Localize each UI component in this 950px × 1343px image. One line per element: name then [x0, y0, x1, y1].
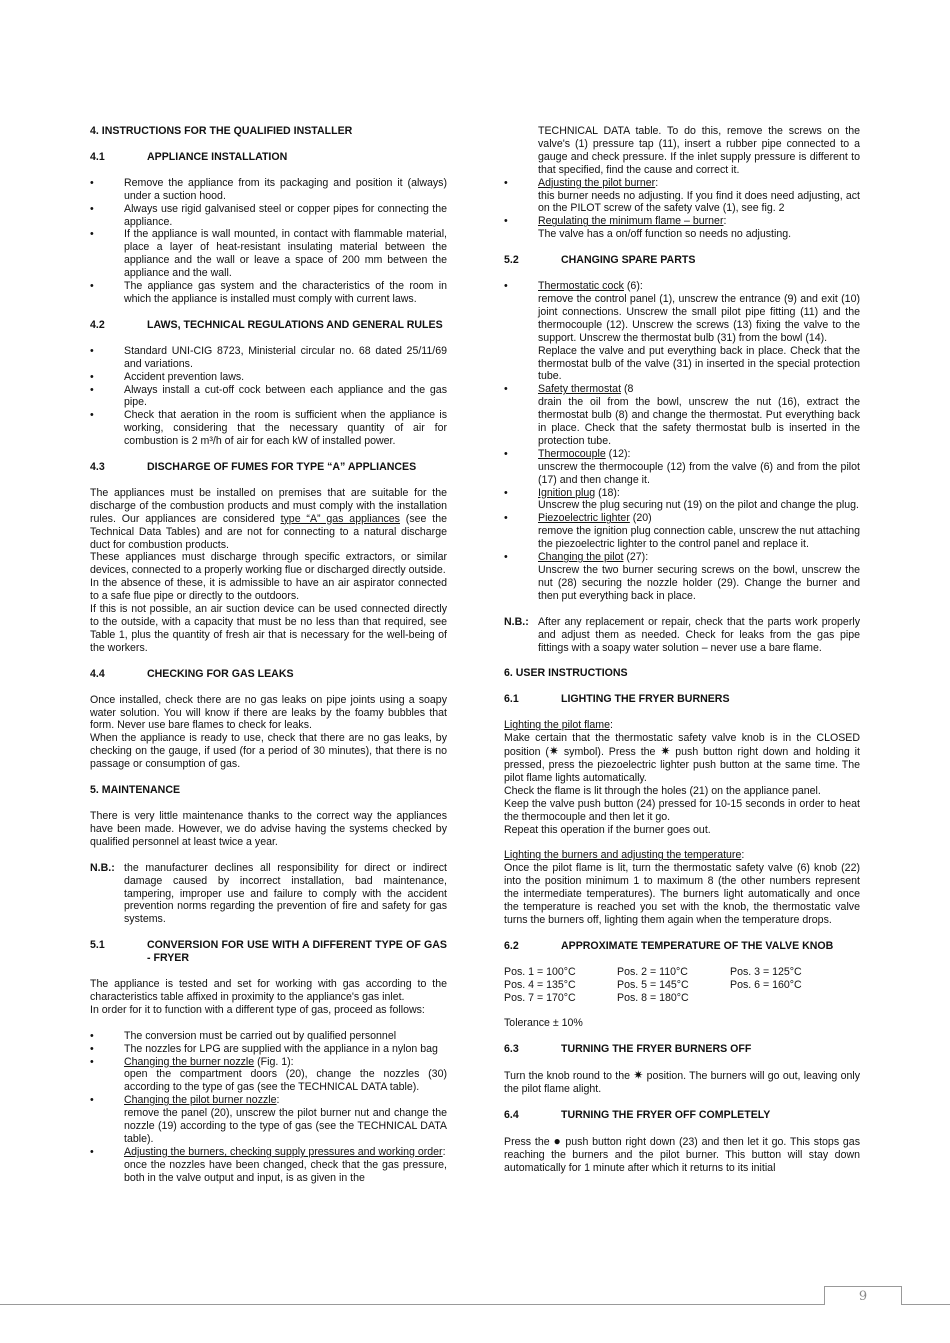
text: (12): — [605, 447, 631, 460]
section-number: 6.3 — [504, 1043, 519, 1056]
section-6-3-heading — [504, 1043, 860, 1056]
section-title: CHANGING SPARE PARTS — [561, 254, 696, 267]
temperature-cell: Pos. 3 = 125°C — [730, 965, 802, 978]
list-item: • The nozzles for LPG are supplied with the appliance in a nylon bag — [90, 1043, 447, 1056]
list-item — [504, 512, 860, 551]
text: remove the panel (20), unscrew the pilot burner nut and change the nozzle (19) according to the type of gas (see the TECHNICAL DATA table). — [124, 1107, 447, 1145]
text: : — [741, 849, 745, 862]
text: remove the control panel (1), unscrew the entrance (9) and exit (10) joint connections. Unscrew the small pilot pipe fitting (11) and the thermocouple (12). Unscrew the screws (13) fixing the valve to the support. Unscrew the thermostat bulb (31) from the bowl (14). — [538, 292, 860, 344]
nb-text: After any replacement or repair, check that the parts work properly and adjust them as needed. Check for leaks from the gas pipe fittings with a soapy water solution – never use a bare flame. — [538, 615, 860, 654]
nb-label: N.B.: — [504, 615, 529, 628]
text: : — [610, 719, 613, 732]
text: position. The burners will go out, leaving only the pilot flame alight. — [504, 1070, 860, 1096]
adjustment-list — [504, 177, 860, 242]
section-6-title: 6. USER INSTRUCTIONS — [504, 667, 628, 680]
list-item — [504, 280, 860, 383]
section-title: APPLIANCE INSTALLATION — [147, 150, 288, 163]
section-title: CONVERSION FOR USE WITH A DIFFERENT TYPE OF GAS - FRYER — [147, 939, 447, 965]
paragraph: Keep the valve push button (24) pressed for 10-15 seconds in order to heat the thermocouple and then let it go. — [504, 797, 860, 823]
underlined-text: Changing the pilot burner nozzle — [124, 1094, 277, 1107]
text: Turn the knob round to the — [504, 1070, 634, 1083]
list-item — [90, 1146, 447, 1185]
paragraph: If this is not possible, an air suction device can be used connected directly to the outside, with a capacity that must be no less than that required, see Table 1, plus the quantity of fresh air that is necessary for the well-being of the workers. — [90, 603, 447, 654]
section-number: 6.1 — [504, 693, 519, 706]
section-title: APPROXIMATE TEMPERATURE OF THE VALVE KNOB — [561, 939, 834, 952]
paragraph — [504, 719, 860, 732]
paragraph — [504, 849, 860, 862]
underlined-text: Changing the pilot — [538, 551, 624, 564]
footer-line — [0, 1304, 950, 1305]
text: Make certain that the thermostatic safety valve knob is in the CLOSED position ( — [504, 732, 860, 759]
section-title: DISCHARGE OF FUMES FOR TYPE “A” APPLIANCES — [147, 461, 417, 474]
section-number: 4.2 — [90, 318, 105, 331]
list-item — [90, 1094, 447, 1146]
left-column — [90, 125, 447, 1198]
paragraph: These appliances must discharge through specific extractors, or similar devices, connected to a properly working flue or discharged directly outside. — [90, 551, 447, 577]
paragraph: The appliance is tested and set for working with gas according to the characteristics table affixed in proximity to the appliance's gas inlet. — [90, 978, 447, 1003]
underlined-text: Changing the burner nozzle — [124, 1055, 255, 1068]
section-4-1-heading — [90, 151, 447, 164]
spare-parts-list — [504, 280, 860, 603]
text: (8 — [621, 383, 634, 396]
text: (27): — [623, 551, 649, 564]
temperature-cell: Pos. 7 = 170°C — [504, 991, 576, 1004]
temperature-cell: Pos. 5 = 145°C — [617, 978, 689, 991]
underlined-text: Lighting the pilot flame — [504, 719, 611, 732]
spark-icon: ✷ — [633, 1068, 644, 1083]
paragraph — [504, 1135, 860, 1175]
list-item — [504, 177, 860, 216]
section-number: 5.1 — [90, 939, 105, 952]
section-title: LIGHTING THE FRYER BURNERS — [561, 693, 730, 706]
list-item: • Always use rigid galvanised steel or copper pipes for connecting the appliance. — [90, 203, 447, 229]
text: (18): — [595, 486, 620, 499]
underlined-text: Adjusting the pilot burner — [538, 176, 656, 189]
page-number: 9 — [824, 1286, 902, 1305]
text: (20) — [629, 512, 652, 525]
text: push button right down (23) and then let it go. This stops gas reaching the burners and the pilot burner. This button will stay down automatically for 1 minute after which it returns to its initial — [504, 1136, 861, 1174]
list-item — [504, 551, 860, 603]
text: Unscrew the two burner securing screws on the bowl, unscrew the nut (28) securing the nozzle holder (29). Change the burner and then put everything back in place. — [538, 564, 860, 602]
section-4-title: 4. INSTRUCTIONS FOR THE QUALIFIED INSTALLER — [90, 125, 353, 137]
paragraph — [504, 732, 860, 785]
tolerance: Tolerance ± 10% — [504, 1017, 583, 1030]
list-item — [504, 448, 860, 487]
conversion-list — [90, 1030, 447, 1185]
underlined-text: type “A” gas appliances — [280, 512, 400, 525]
text: The valve has a on/off function so needs no adjusting. — [538, 228, 792, 241]
text: : — [276, 1094, 280, 1107]
section-number: 5.2 — [504, 254, 519, 267]
section-title: TURNING THE FRYER OFF COMPLETELY — [561, 1109, 771, 1122]
text: once the nozzles have been changed, check that the gas pressure, both in the valve output and input, is as given in the — [124, 1158, 447, 1184]
underlined-text: Thermocouple — [538, 447, 606, 460]
nota-bene — [504, 616, 860, 655]
paragraph: Repeat this operation if the burner goes out. — [504, 823, 711, 836]
list-item: • The appliance gas system and the characteristics of the room in which the appliance is installed must comply with current laws. — [90, 280, 447, 306]
temperature-cell: Pos. 8 = 180°C — [617, 991, 689, 1004]
paragraph: In the absence of these, it is admissible to have an air aspirator connected to a safe flue pipe or directly to the outdoors. — [90, 577, 447, 603]
section-title: TURNING THE FRYER BURNERS OFF — [561, 1043, 752, 1056]
text: push button right down and holding it pressed, press the piezoelectric lighter push button at the same time. The pilot flame lights automatically. — [504, 746, 860, 784]
paragraph — [90, 487, 447, 552]
text: : — [723, 215, 727, 228]
list-item — [90, 1056, 447, 1095]
temperature-cell: Pos. 2 = 110°C — [617, 965, 688, 978]
text: : — [655, 176, 659, 189]
temperature-cell: Pos. 6 = 160°C — [730, 978, 802, 991]
text: drain the oil from the bowl, unscrew the nut (16), extract the thermostat bulb (8) and change the thermostat. Put everything back in place. Check that the safety thermostat bulb is inserted in the protection tube. — [538, 396, 860, 447]
nb-label: N.B.: — [90, 861, 115, 874]
section-number: 4.1 — [90, 150, 105, 163]
list-item — [504, 383, 860, 448]
underlined-text: Ignition plug — [538, 486, 596, 499]
laws-list — [90, 345, 447, 448]
text: symbol). Press the — [558, 746, 661, 759]
list-item: • If the appliance is wall mounted, in contact with flammable material, place a layer of heat-resistant insulating material between the appliance and the wall or leave a space of 200 mm between the appliance and the wall. — [90, 228, 447, 280]
right-column — [504, 125, 860, 1175]
nb-text: the manufacturer declines all responsibility for direct or indirect damage caused by incorrect installation, bad maintenance, tampering, improper use and failure to comply with the accident prevention norms regarding the prevention of fire and safety for gas systems. — [124, 861, 447, 926]
section-6-4-heading — [504, 1109, 860, 1122]
section-5-title: 5. MAINTENANCE — [90, 784, 181, 797]
paragraph: Check the flame is lit through the holes (21) on the appliance panel. — [504, 784, 821, 797]
list-item: • Always install a cut-off cock between each appliance and the gas pipe. — [90, 384, 447, 410]
paragraph — [504, 1069, 860, 1096]
section-4-2-heading — [90, 319, 447, 332]
section-number: 6.2 — [504, 939, 519, 952]
underlined-text: Thermostatic cock — [538, 280, 624, 293]
text: remove the ignition plug connection cable, unscrew the nut attaching the piezoelectric lighter to the control panel and replace it. — [538, 525, 860, 551]
section-title: LAWS, TECHNICAL REGULATIONS AND GENERAL RULES — [147, 318, 443, 331]
nota-bene — [90, 862, 447, 927]
section-4-3-heading — [90, 461, 447, 474]
list-item: • Accident prevention laws. — [90, 371, 447, 384]
section-number: 4.4 — [90, 667, 105, 680]
section-title: CHECKING FOR GAS LEAKS — [147, 667, 294, 680]
section-5-2-heading — [504, 254, 860, 267]
section-5-1-heading — [90, 939, 447, 965]
spark-icon: ✷ — [660, 744, 671, 759]
list-item: • Remove the appliance from its packaging and position it (always) under a suction hood. — [90, 177, 447, 203]
list-item — [504, 487, 860, 513]
temperature-table — [504, 966, 860, 1005]
text: Unscrew the plug securing nut (19) on the pilot and change the plug. — [538, 499, 859, 512]
list-item: • Check that aeration in the room is sufficient when the appliance is working, considering that the necessary quantity of air for combustion is 2 m³/h of air for each kW of installed power. — [90, 409, 447, 448]
dot-icon: ● — [553, 1134, 562, 1148]
text: Replace the valve and put everything back in place. Check that the thermostat bulb of the valve (31) in inserted in the special protection tube. — [538, 344, 860, 383]
installation-list — [90, 177, 447, 306]
temperature-cell: Pos. 4 = 135°C — [504, 978, 576, 991]
spark-icon: ✷ — [548, 744, 559, 759]
text: : — [442, 1145, 446, 1158]
underlined-text: Lighting the burners and adjusting the temperature — [504, 849, 742, 862]
section-6-2-heading — [504, 940, 860, 953]
list-item: • Standard UNI-CIG 8723, Ministerial circular no. 68 dated 25/11/69 and variations. — [90, 345, 447, 371]
section-number: 6.4 — [504, 1109, 519, 1122]
text: open the compartment doors (20), change the nozzles (30) according to the type of gas (see the TECHNICAL DATA table). — [124, 1068, 447, 1094]
paragraph: In order for it to function with a different type of gas, proceed as follows: — [90, 1003, 425, 1016]
text: unscrew the thermocouple (12) from the valve (6) and from the pilot (17) and then change it. — [538, 460, 860, 486]
underlined-text: Safety thermostat — [538, 383, 622, 396]
paragraph: There is very little maintenance thanks to the correct way the appliances have been made. However, we do advise having the systems checked by qualified personnel at least twice a year. — [90, 809, 447, 848]
paragraph: Once installed, check there are no gas leaks on pipe joints using a soapy water solution. You will know if there are leaks by the foamy bubbles that form. Never use bare flames to check for leaks. — [90, 693, 447, 732]
underlined-text: Regulating the minimum flame – burner — [538, 215, 724, 228]
section-number: 4.3 — [90, 461, 105, 474]
text: this burner needs no adjusting. If you find it does need adjusting, act on the PILOT screw of the safety valve (1), see fig. 2 — [538, 189, 860, 215]
list-item: • The conversion must be carried out by qualified personnel — [90, 1030, 447, 1043]
text: The appliances must be installed on premises that are suitable for the discharge of the combustion products and must comply with the installation rules. Our appliances are considered — [90, 486, 447, 525]
list-item — [504, 215, 860, 241]
underlined-text: Piezoelectric lighter — [538, 512, 630, 525]
paragraph: TECHNICAL DATA table. To do this, remove the screws on the valve's (1) pressure tap (11), insert a rubber pipe connected to a gauge and check pressure. If the inlet supply pressure is different to that specified, find the cause and correct it. — [538, 125, 860, 176]
section-4-4-heading — [90, 668, 447, 681]
paragraph: Once the pilot flame is lit, turn the thermostatic safety valve (6) knob (22) into the position minimum 1 to maximum 8 (the other numbers represent the intermediate temperatures). The burners light automatically and once the temperature is reached you set with the knob, the thermostatic valve turns the burners off, lighting them again when the temperature drops. — [504, 862, 860, 926]
section-6-1-heading — [504, 693, 860, 706]
paragraph: When the appliance is ready to use, check that there are no gas leaks, by checking on the gauge, if used (for a period of 30 minutes), that there is no passage or consumption of gas. — [90, 732, 447, 771]
text: (6): — [623, 280, 643, 293]
temperature-cell: Pos. 1 = 100°C — [504, 965, 576, 978]
text: Press the — [504, 1136, 554, 1148]
text: (Fig. 1): — [254, 1055, 294, 1068]
underlined-text: Adjusting the burners, checking supply pressures and working order — [124, 1145, 443, 1158]
text: (see the Technical Data Tables) and are not for connecting to a natural discharge duct for combustion products. — [90, 512, 447, 551]
